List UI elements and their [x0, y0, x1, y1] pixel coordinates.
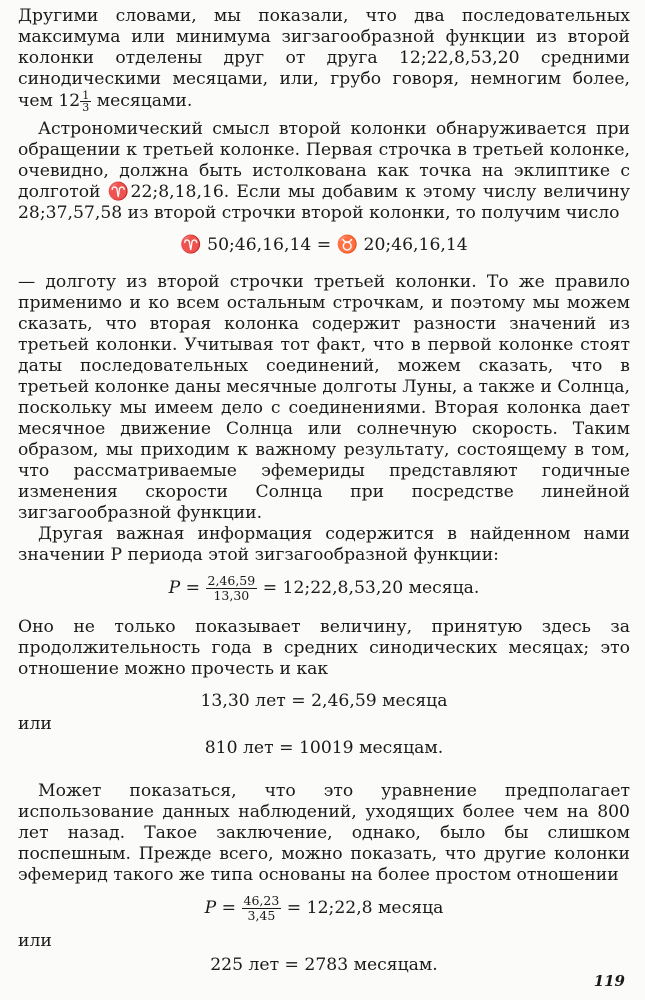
fraction-numerator: 2,46,59 [207, 573, 256, 588]
paragraph-2: Астрономический смысл второй колонки обнаруживается при обращении к третьей колонке. Первая строчка в третьей колонке, очевидно, должна быть истолкована как точка на эклиптике с долготой ♈22;8,18,16. Если мы добавим к этому числу величину 28;37,57,58 из второй строчки второй колонки, то получим число [18, 119, 630, 223]
equation-years-months-1: 13,30 лет = 2,46,59 месяца [200, 691, 448, 711]
paragraph-1 [18, 6, 630, 113]
equation-period-2-fraction [242, 894, 282, 923]
equation-aries-taurus: ♈ 50;46,16,14 = ♉ 20;46,16,14 [180, 235, 468, 255]
conjunction-or-2: или [18, 931, 52, 951]
paragraph-3: — долготу из второй строчки третьей колонки. То же правило применимо и ко всем остальным строчкам, и поэтому мы можем сказать, что вторая колонка содержит разности значений из третьей колонки. Учитывая тот факт, что в первой колонке стоят даты последовательных соединений, можем сказать, что в третьей колонке даны месячные долготы Луны, а также и Солнца, поскольку мы имеем дело с соединениями. Вторая колонка дает месячное движение Солнца или солнечную скорость. Таким образом, мы приходим к важному результату, состоящему в том, что рассматриваемые эфемериды представляют годичные изменения скорости Солнца при посредстве линейной зигзагообразной функции. [18, 272, 630, 523]
fraction-denominator: 3 [82, 101, 90, 114]
equation-period-1-fraction [206, 574, 258, 603]
equation-years-months-2: 810 лет = 10019 месяцам. [204, 738, 444, 758]
paragraph-1-end: месяцами. [96, 91, 193, 111]
fraction-numerator: 1 [82, 89, 90, 102]
twelve-number: 12 [58, 91, 81, 111]
paragraph-4-text: Другая важная информация содержится в найденном нами значении P периода этой зигзагообразной функции: [18, 524, 630, 565]
one-third-fraction [80, 90, 91, 113]
paragraph-4 [18, 524, 630, 566]
equation-period-2-lhs: P = [204, 898, 237, 918]
conjunction-or-1: или [18, 714, 52, 734]
equation-period-2-rhs: = 12;22,8 месяца [286, 898, 444, 918]
paragraph-1-text: Другими словами, мы показали, что два последовательных максимума или минимума зигзагообразной функции из второй колонки отделены друг от друга 12;22,8,53,20 средними синодическими месяцами, или, грубо говоря, немногим более, чем [18, 6, 630, 111]
fraction-numerator: 46,23 [243, 893, 280, 908]
equation-period-1-rhs: = 12;22,8,53,20 месяца. [262, 578, 480, 598]
equation-period-1-lhs: P = [168, 578, 201, 598]
fraction-denominator: 3,45 [247, 908, 276, 923]
equation-period-2 [18, 894, 630, 923]
paragraph-5: Оно не только показывает величину, принятую здесь за продолжительность года в средних синодических месяцах; это отношение можно прочесть и как [18, 617, 630, 679]
fraction-denominator: 13,30 [213, 588, 250, 603]
paragraph-6: Может показаться, что это уравнение предполагает использование данных наблюдений, уходящих более чем на 800 лет назад. Такое заключение, однако, было бы слишком поспешным. Прежде всего, можно показать, что другие колонки эфемерид такого же типа основаны на более простом отношении [18, 781, 630, 885]
page-number: 119 [593, 972, 625, 990]
equation-period-1 [18, 574, 630, 603]
page-body [18, 6, 630, 978]
equation-years-months-3: 225 лет = 2783 месяцам. [210, 955, 438, 975]
